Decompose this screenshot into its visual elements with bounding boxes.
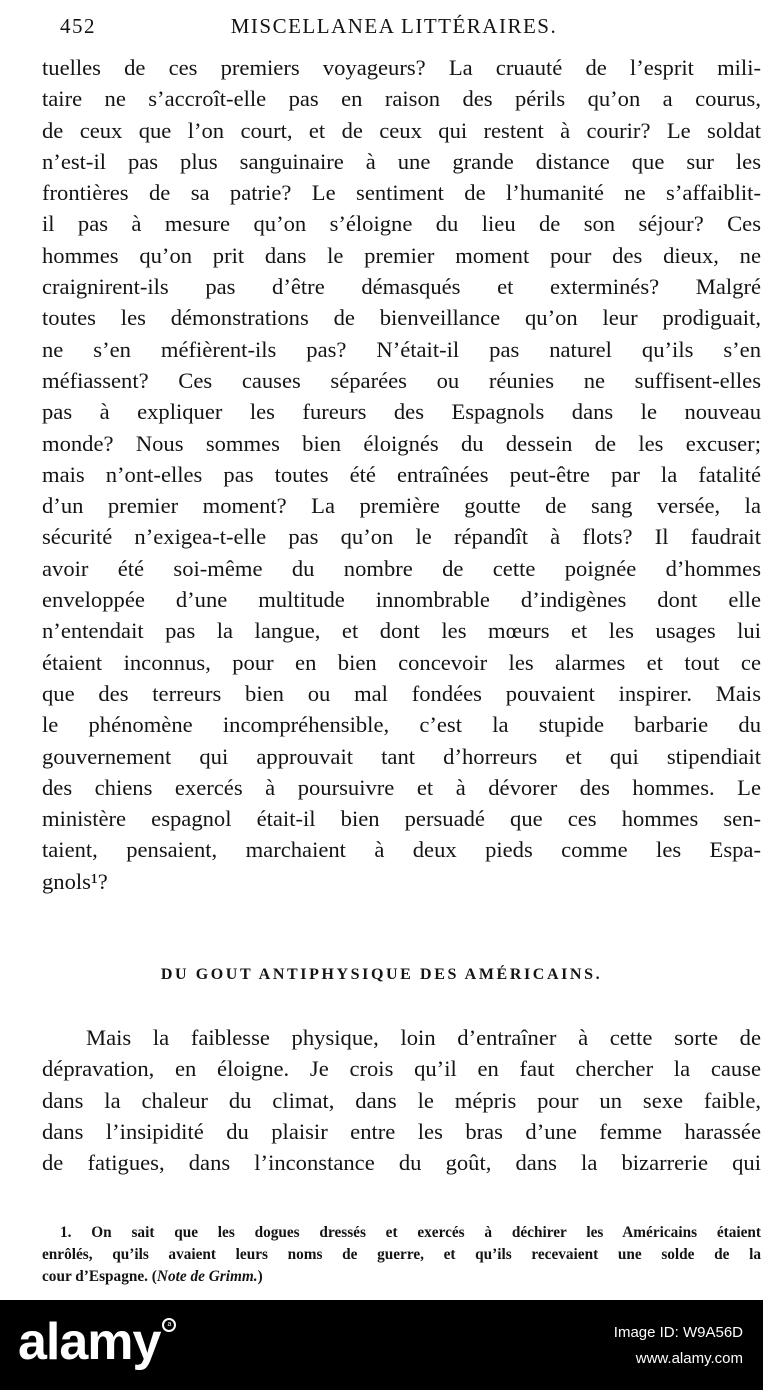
text-line: le phénomène incompréhensible, c’est la stupide barbarie du <box>42 712 761 738</box>
text-line: des chiens exercés à poursuivre et à dévorer des hommes. Le <box>42 774 761 800</box>
text-line: étaient inconnus, pour en bien concevoir les alarmes et tout ce <box>42 649 761 675</box>
text-line: hommes qu’on prit dans le premier moment pour des dieux, ne <box>42 242 761 268</box>
footnote-text: ) <box>257 1268 263 1286</box>
text-line: gouvernement qui approuvait tant d’horreurs et qui stipendiait <box>42 743 761 769</box>
text-line: il pas à mesure qu’on s’éloigne du lieu de son séjour? Ces <box>42 211 761 237</box>
text-line: enveloppée d’une multitude innombrable d’indigènes dont elle <box>42 587 761 613</box>
text-line: méfiassent? Ces causes séparées ou réunies ne suffisent-elles <box>42 367 761 393</box>
text-line: que des terreurs bien ou mal fondées pouvaient inspirer. Mais <box>42 680 761 706</box>
text-line: de ceux que l’on court, et de ceux qui restent à courir? Le soldat <box>42 117 761 143</box>
registered-mark-icon: a <box>162 1318 176 1332</box>
text-line: avoir été soi-même du nombre de cette poignée d’hommes <box>42 555 761 581</box>
text-line: dans la chaleur du climat, dans le mépris pour un sexe faible, <box>42 1087 761 1113</box>
text-line: toutes les démonstrations de bienveillance qu’on leur prodiguait, <box>42 305 761 331</box>
image-id: Image ID: W9A56D <box>613 1324 743 1341</box>
watermark-banner <box>0 1300 763 1390</box>
text-line: taient, pensaient, marchaient à deux pieds comme les Espa- <box>42 837 761 863</box>
text-line: de fatigues, dans l’inconstance du goût, dans la bizarrerie qui <box>42 1150 761 1176</box>
watermark-url: www.alamy.com <box>635 1350 743 1367</box>
text-line: pas à expliquer les fureurs des Espagnols dans le nouveau <box>42 399 761 425</box>
paragraph-main <box>42 52 761 897</box>
text-line: ministère espagnol était-il bien persuadé que ces hommes sen- <box>42 806 761 832</box>
text-line: n’est-il pas plus sanguinaire à une grande distance que sur les <box>42 148 761 174</box>
page-header <box>60 14 728 48</box>
footnote <box>42 1222 761 1289</box>
text-line: craignirent-ils pas d’être démasqués et exterminés? Malgré <box>42 274 761 300</box>
text-line: sécurité n’exigea-t-elle pas qu’on le répandît à flots? Il faudrait <box>42 524 761 550</box>
text-line: frontières de sa patrie? Le sentiment de l’humanité ne s’affaiblit- <box>42 180 761 206</box>
running-title: MISCELLANEA LITTÉRAIRES. <box>230 14 558 38</box>
footnote-attribution: Note de Grimm. <box>156 1268 258 1286</box>
text-line: dépravation, en éloigne. Je crois qu’il en faut chercher la cause <box>42 1056 761 1082</box>
paragraph-section <box>42 1022 761 1178</box>
text-line: taire ne s’accroît-elle pas en raison des périls qu’on a courus, <box>42 86 761 112</box>
footnote-text: cour d’Espagne. ( <box>42 1268 157 1286</box>
page-number: 452 <box>60 14 96 38</box>
alamy-logo <box>18 1312 176 1372</box>
text-line: tuelles de ces premiers voyageurs? La cruauté de l’esprit mili- <box>42 55 761 80</box>
text-line: d’un premier moment? La première goutte de sang versée, la <box>42 493 761 519</box>
footnote-line <box>42 1266 761 1288</box>
text-line: monde? Nous sommes bien éloignés du dessein de les excuser; <box>42 430 761 456</box>
logo-text: alamy <box>18 1313 161 1371</box>
text-line: mais n’ont-elles pas toutes été entraînées peut-être par la fatalité <box>42 461 761 487</box>
footnote-line: enrôlés, qu’ils avaient leurs noms de guerre, et qu’ils recevaient une solde de la <box>42 1246 761 1264</box>
section-heading: DU GOUT ANTIPHYSIQUE DES AMÉRICAINS. <box>160 966 603 983</box>
text-line: Mais la faiblesse physique, loin d’entraîner à cette sorte de <box>86 1025 761 1050</box>
footnote-line: 1. On sait que les dogues dressés et exercés à déchirer les Américains étaient <box>60 1224 761 1241</box>
text-line: ne s’en méfièrent-ils pas? N’était-il pas naturel qu’ils s’en <box>42 336 761 362</box>
text-line: gnols¹? <box>42 868 108 894</box>
text-line: dans l’insipidité du plaisir entre les bras d’une femme harassée <box>42 1118 761 1144</box>
text-line: n’entendait pas la langue, et dont les mœurs et les usages lui <box>42 618 761 644</box>
